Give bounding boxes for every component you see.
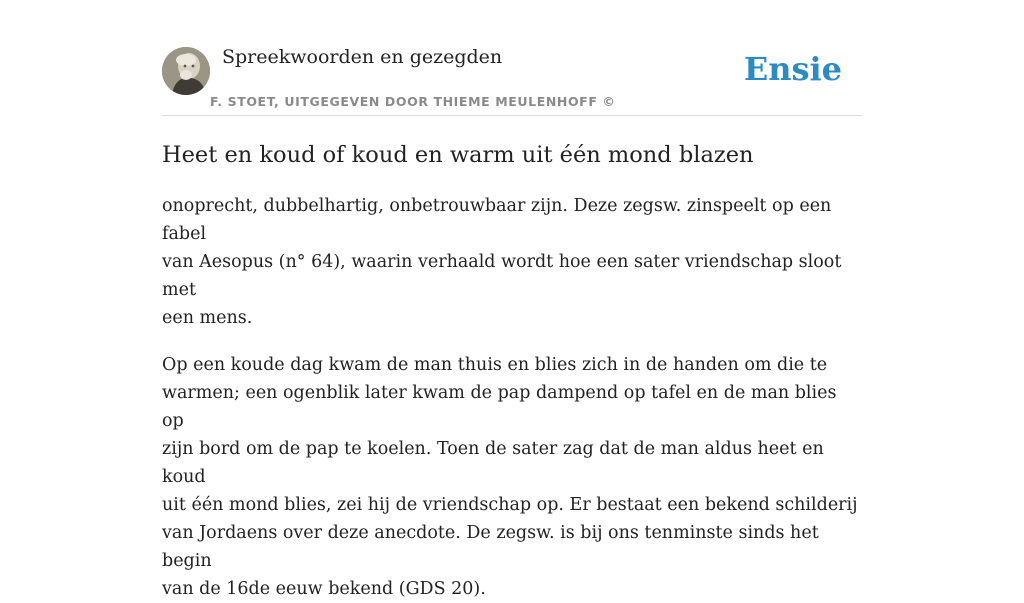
paragraph-line: onoprecht, dubbelhartig, onbetrouwbaar zijn. Deze zegsw. zinspeelt op een fabel bbox=[162, 196, 832, 244]
portrait-image bbox=[162, 47, 210, 95]
paragraph-line: van Jordaens over deze anecdote. De zegsw. is bij ons tenminste sinds het begin bbox=[162, 523, 819, 571]
entry-card bbox=[162, 40, 862, 603]
author-portrait bbox=[162, 47, 210, 95]
entry-paragraph-2 bbox=[162, 351, 862, 603]
source-title[interactable]: Spreekwoorden en gezegden bbox=[222, 46, 503, 68]
paragraph-line: een mens. bbox=[162, 308, 253, 328]
paragraph-line: van Aesopus (n° 64), waarin verhaald wordt hoe een sater vriendschap sloot met bbox=[162, 252, 842, 300]
source-credit: F. STOET, UITGEGEVEN DOOR THIEME MEULENHOFF © bbox=[210, 94, 616, 109]
entry-body bbox=[162, 192, 862, 603]
paragraph-line: uit één mond blies, zei hij de vriendschap op. Er bestaat een bekend schilderij bbox=[162, 495, 858, 515]
paragraph-line: van de 16de eeuw bekend (GDS 20). bbox=[162, 579, 486, 599]
paragraph-line: warmen; een ogenblik later kwam de pap dampend op tafel en de man blies op bbox=[162, 383, 837, 431]
paragraph-line: Op een koude dag kwam de man thuis en blies zich in de handen om die te bbox=[162, 355, 828, 375]
source-header bbox=[162, 40, 862, 116]
entry-paragraph-1 bbox=[162, 192, 862, 332]
entry-title: Heet en koud of koud en warm uit één mond blazen bbox=[162, 142, 754, 168]
brand-logo[interactable]: Ensie bbox=[743, 50, 842, 88]
paragraph-line: zijn bord om de pap te koelen. Toen de sater zag dat de man aldus heet en koud bbox=[162, 439, 824, 487]
